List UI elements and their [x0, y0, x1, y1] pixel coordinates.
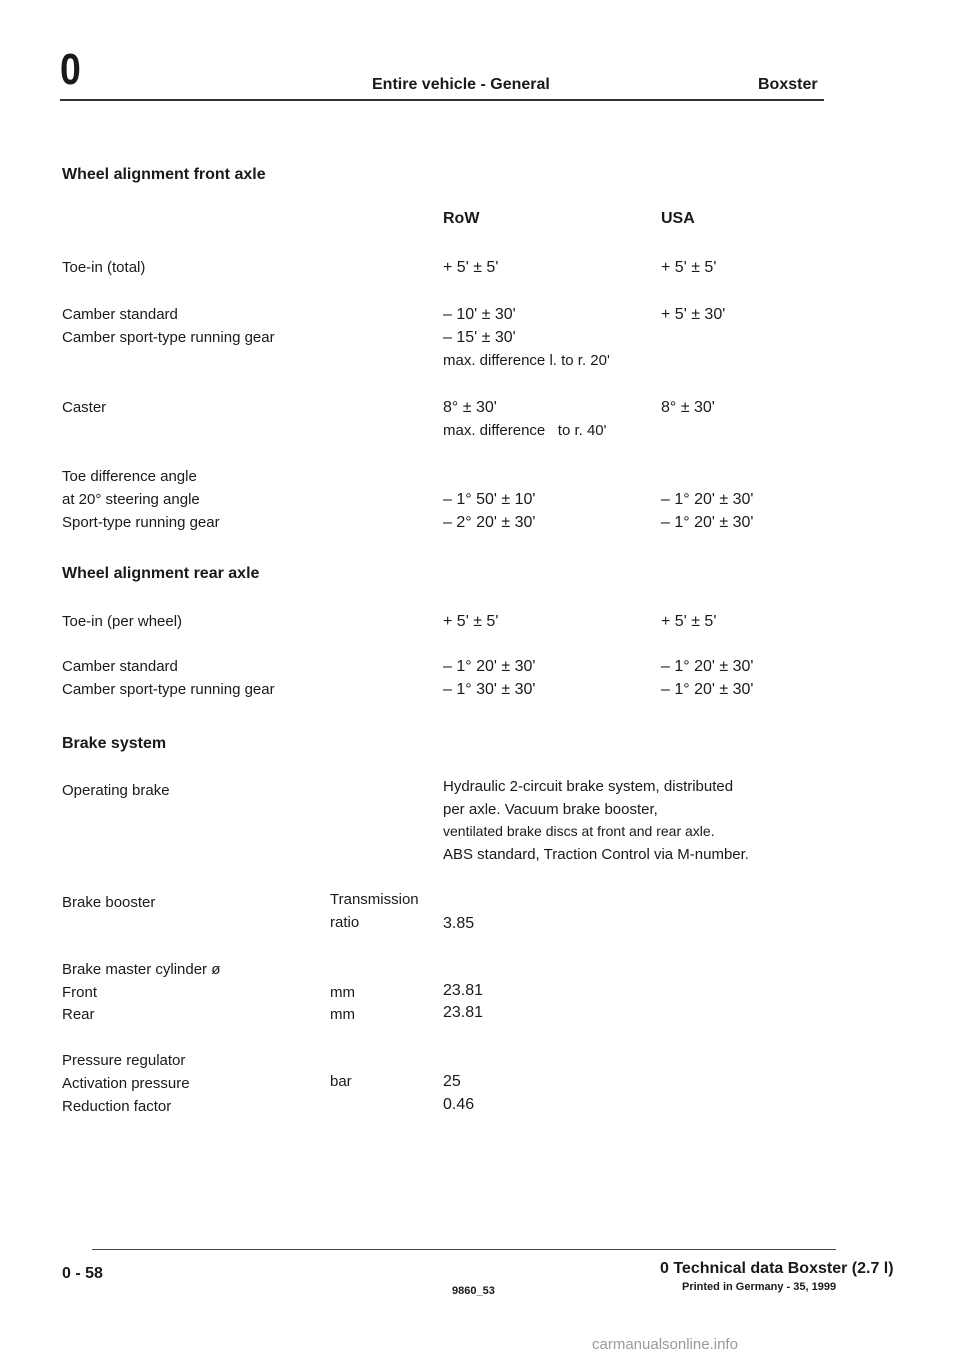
front-camber-difference: max. difference l. to r. 20' — [443, 352, 610, 369]
brake-booster-value: 3.85 — [443, 915, 475, 932]
brake-booster-unit-line-1: Transmission — [330, 891, 419, 908]
rear-camber-sport-row: – 1° 30' ± 30' — [443, 681, 536, 698]
toe-diff-usa: – 1° 20' ± 30' — [661, 491, 754, 508]
toe-diff-sport-usa: – 1° 20' ± 30' — [661, 514, 754, 531]
header-divider — [60, 99, 824, 101]
front-axle-heading: Wheel alignment front axle — [62, 166, 266, 183]
front-caster-label: Caster — [62, 399, 107, 416]
front-camber-sport-row: – 15' ± 30' — [443, 329, 516, 346]
master-rear-value: 23.81 — [443, 1004, 484, 1021]
toe-diff-sport-row: – 2° 20' ± 30' — [443, 514, 536, 531]
front-toe-in-usa: + 5' ± 5' — [661, 259, 717, 276]
reduction-factor-value: 0.46 — [443, 1096, 475, 1113]
activation-pressure-unit: bar — [330, 1073, 352, 1090]
rear-camber-std-label: Camber standard — [62, 658, 178, 675]
rear-camber-sport-usa: – 1° 20' ± 30' — [661, 681, 754, 698]
front-caster-row: 8° ± 30' — [443, 399, 497, 416]
toe-diff-row: – 1° 50' ± 10' — [443, 491, 536, 508]
front-camber-std-row: – 10' ± 30' — [443, 306, 516, 323]
operating-brake-line-3: ventilated brake discs at front and rear axle. — [443, 823, 715, 839]
master-rear-label: Rear — [62, 1006, 95, 1023]
master-front-label: Front — [62, 984, 98, 1001]
toe-diff-sport-label: Sport-type running gear — [62, 514, 220, 531]
rear-axle-heading: Wheel alignment rear axle — [62, 565, 260, 582]
document-title: 0 Technical data Boxster (2.7 l) — [660, 1260, 894, 1277]
front-caster-usa: 8° ± 30' — [661, 399, 715, 416]
rear-camber-std-usa: – 1° 20' ± 30' — [661, 658, 754, 675]
front-camber-sport-label: Camber sport-type running gear — [62, 329, 275, 346]
toe-diff-angle-label: Toe difference angle — [62, 468, 197, 485]
rear-toe-in-usa: + 5' ± 5' — [661, 613, 717, 630]
operating-brake-line-1: Hydraulic 2-circuit brake system, distributed — [443, 778, 734, 795]
rear-camber-std-row: – 1° 20' ± 30' — [443, 658, 536, 675]
column-header-row: RoW — [443, 210, 480, 227]
front-caster-difference: max. difference to r. 40' — [443, 422, 607, 439]
master-front-unit: mm — [330, 984, 355, 1001]
front-camber-std-usa: + 5' ± 30' — [661, 306, 726, 323]
activation-pressure-value: 25 — [443, 1073, 461, 1090]
activation-pressure-label: Activation pressure — [62, 1075, 190, 1092]
document-code: 9860_53 — [452, 1285, 495, 1297]
brake-system-heading: Brake system — [62, 735, 167, 752]
reduction-factor-label: Reduction factor — [62, 1098, 172, 1115]
pressure-regulator-label: Pressure regulator — [62, 1052, 186, 1069]
front-toe-in-row: + 5' ± 5' — [443, 259, 499, 276]
toe-diff-steering-label: at 20° steering angle — [62, 491, 200, 508]
section-number: 0 — [60, 45, 81, 94]
printed-note: Printed in Germany - 35, 1999 — [682, 1281, 837, 1293]
watermark: carmanualsonline.info — [592, 1336, 738, 1353]
rear-toe-in-label: Toe-in (per wheel) — [62, 613, 183, 630]
column-header-usa: USA — [661, 210, 695, 227]
master-rear-unit: mm — [330, 1006, 355, 1023]
operating-brake-line-4: ABS standard, Traction Control via M-number. — [443, 846, 749, 863]
front-toe-in-label: Toe-in (total) — [62, 259, 146, 276]
master-front-value: 23.81 — [443, 982, 484, 999]
rear-toe-in-row: + 5' ± 5' — [443, 613, 499, 630]
rear-camber-sport-label: Camber sport-type running gear — [62, 681, 275, 698]
model-name: Boxster — [758, 76, 818, 93]
page-title: Entire vehicle - General — [372, 76, 550, 93]
page-number: 0 - 58 — [62, 1265, 103, 1282]
operating-brake-line-2: per axle. Vacuum brake booster, — [443, 801, 658, 818]
brake-booster-unit-line-2: ratio — [330, 914, 360, 931]
master-cylinder-label: Brake master cylinder ø — [62, 961, 221, 978]
brake-booster-label: Brake booster — [62, 894, 156, 911]
footer-divider — [92, 1249, 836, 1250]
front-camber-std-label: Camber standard — [62, 306, 178, 323]
operating-brake-label: Operating brake — [62, 782, 170, 799]
